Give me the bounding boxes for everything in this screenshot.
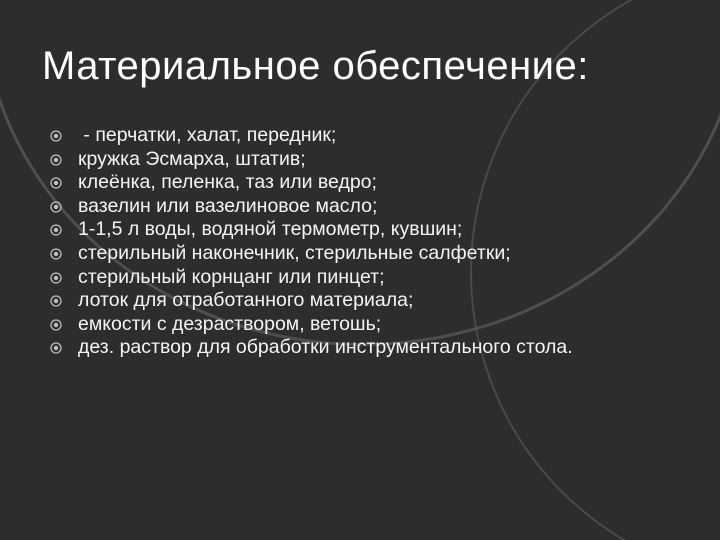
bullet-item	[48, 242, 608, 266]
circle-target-icon	[50, 177, 62, 189]
bullet-text: клеёнка, пеленка, таз или ведро;	[78, 171, 377, 194]
bullet-item	[48, 289, 608, 313]
circle-target-icon	[50, 342, 62, 354]
bullet-item	[48, 124, 608, 148]
circle-target-icon	[50, 295, 62, 307]
circle-target-icon	[50, 319, 62, 331]
bullet-text: стерильный наконечник, стерильные салфетки;	[78, 241, 511, 264]
bullet-text: 1-1,5 л воды, водяной термометр, кувшин;	[78, 218, 463, 241]
circle-target-icon	[50, 201, 62, 213]
bullet-list	[48, 124, 608, 360]
bullet-text: дез. раствор для обработки инструментального стола.	[78, 336, 573, 359]
bullet-item	[48, 266, 608, 290]
circle-target-icon	[50, 272, 62, 284]
slide-title: Материальное обеспечение:	[42, 44, 589, 88]
bullet-text: вазелин или вазелиновое масло;	[78, 194, 378, 217]
circle-target-icon	[50, 248, 62, 260]
bullet-text: емкости с дезраствором, ветошь;	[78, 312, 382, 335]
bullet-item	[48, 336, 608, 360]
bullet-text: стерильный корнцанг или пинцет;	[78, 265, 385, 288]
bullet-item	[48, 171, 608, 195]
bullet-text: лоток для отработанного материала;	[78, 289, 414, 312]
bullet-item	[48, 218, 608, 242]
circle-target-icon	[50, 130, 62, 142]
bullet-item	[48, 313, 608, 337]
bullet-text: - перчатки, халат, передник;	[78, 124, 337, 146]
bullet-item	[48, 148, 608, 172]
bullet-text: кружка Эсмарха, штатив;	[78, 147, 306, 170]
circle-target-icon	[50, 154, 62, 166]
circle-target-icon	[50, 224, 62, 236]
bullet-item	[48, 195, 608, 219]
